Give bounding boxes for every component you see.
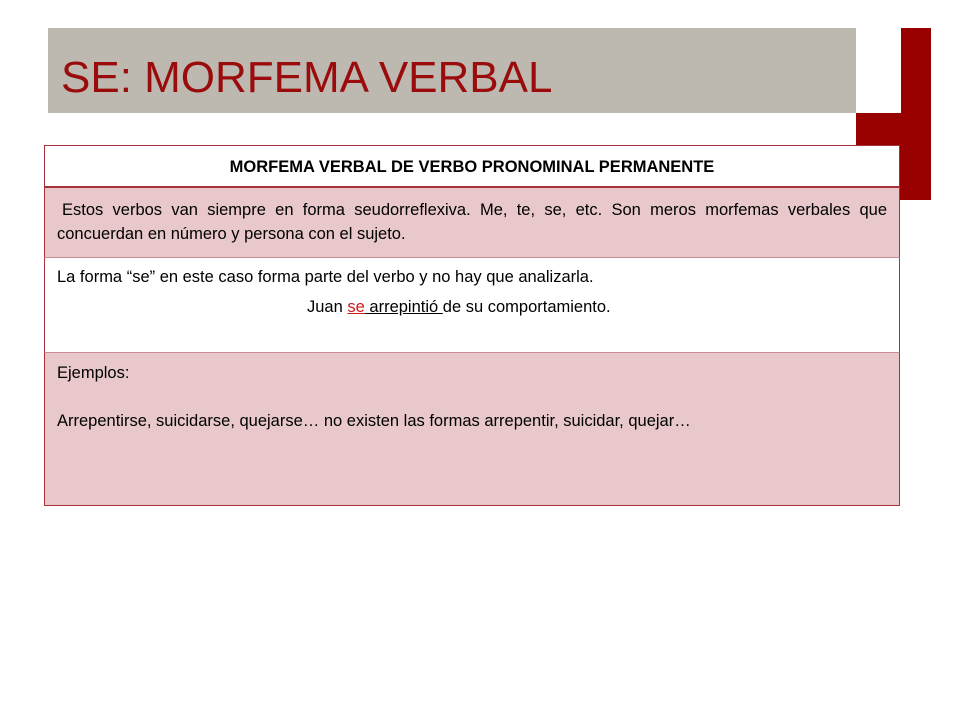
table-header: MORFEMA VERBAL DE VERBO PRONOMINAL PERMANENTE [44,145,900,188]
example-sentence [57,295,887,319]
example-verb-word: arrepintió [369,298,443,316]
example-se-word: se [347,298,365,316]
examples-label: Ejemplos: [57,364,130,382]
table-row-examples [44,353,900,506]
accent-inner [856,28,901,113]
explanation-text: La forma “se” en este caso forma parte del verbo y no hay que analizarla. [57,268,594,286]
table-row-explanation [44,257,900,353]
description-text: Estos verbos van siempre en forma seudorreflexiva. Me, te, se, etc. Son meros morfemas verbales que concuerdan en número y persona con el sujeto. [57,201,887,243]
examples-text: Arrepentirse, suicidarse, quejarse… no existen las formas arrepentir, suicidar, quejar… [57,412,691,430]
example-suffix: de su comportamiento. [442,298,611,316]
example-prefix: Juan [307,298,348,316]
table-row-description [44,188,900,257]
slide-title: SE: MORFEMA VERBAL [61,53,553,102]
